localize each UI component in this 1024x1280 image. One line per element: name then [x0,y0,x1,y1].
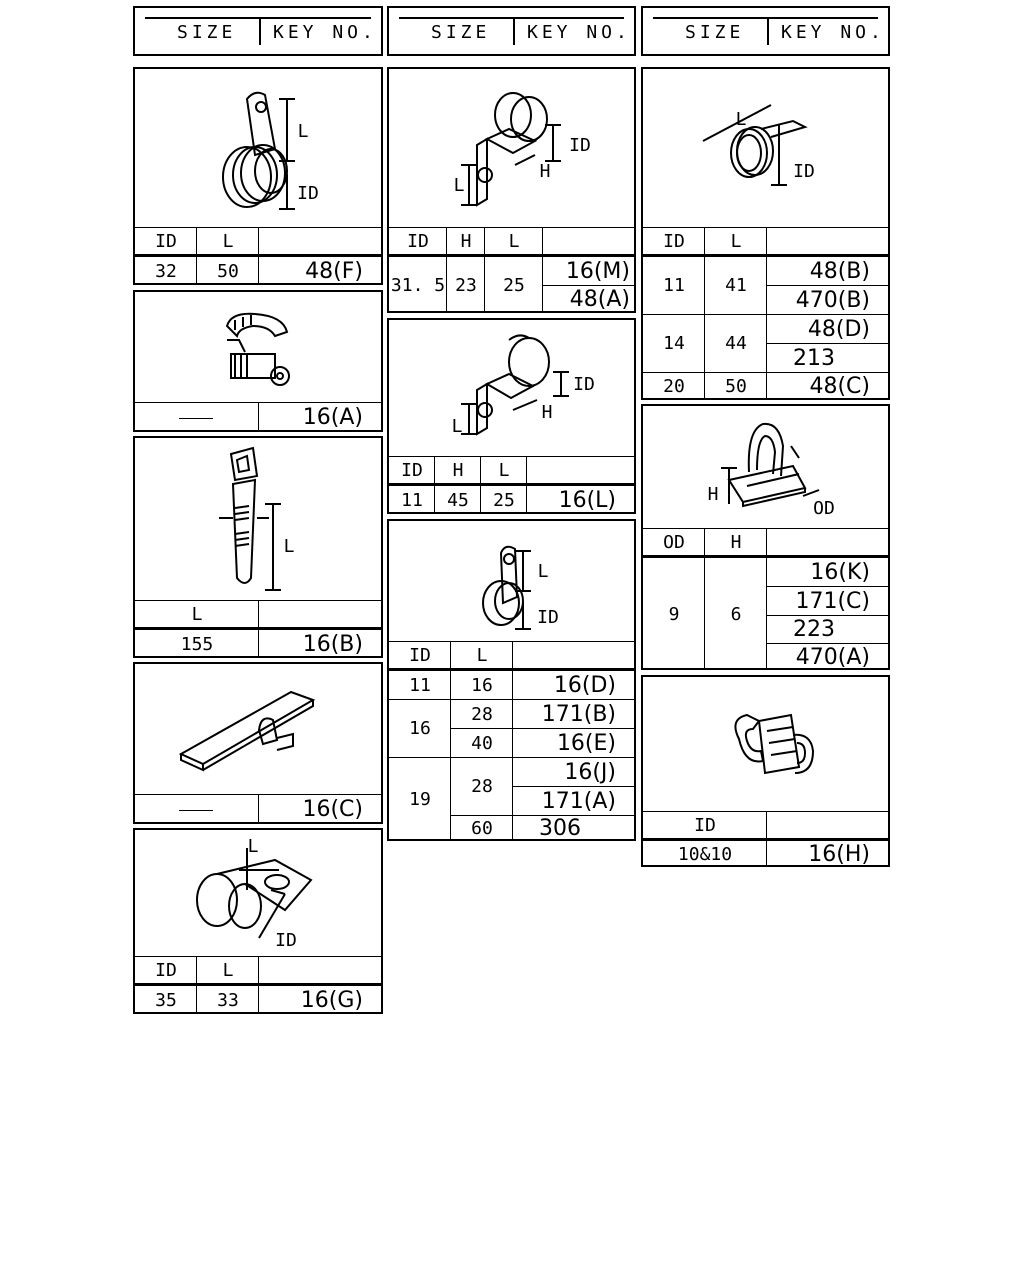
key-number: 48(A) [569,287,630,312]
part-clamp-bracket-double [387,67,636,313]
key-number: 213 [793,345,835,371]
dim-l-label: L [247,835,259,857]
key-number: 48(D) [807,316,870,342]
value-l: 28 [471,703,493,725]
col-header-id: ID [694,814,716,836]
part-clamp-loop [133,67,383,285]
value-id: 11 [401,489,423,511]
value-id: 11 [663,275,685,296]
key-number: 16(C) [302,797,363,822]
dim-l-label: L [297,120,309,142]
value-id: 32 [155,260,177,282]
dim-id-label: ID [297,182,319,204]
col-header-h: H [730,531,742,553]
key-number: 16(G) [300,987,363,1013]
value-id: 35 [155,989,177,1011]
clamp-bracket-double-drawing [389,69,634,227]
key-number: 470(B) [795,287,870,313]
dim-h-label: H [707,483,719,505]
header-col1 [133,6,383,56]
value-od: 9 [668,603,680,625]
clamp-loop-drawing [135,69,381,227]
dim-id-label: ID [573,373,595,395]
key-number: 16(D) [553,672,616,698]
part-edge-clip [641,404,890,670]
dim-id-label: ID [275,929,297,951]
part-cable-tie [133,436,383,658]
value-h: 6 [730,603,742,625]
part-clamp-bracket-single [387,318,636,514]
col-header-l: L [498,459,510,481]
flat-clip-drawing [135,664,381,794]
value-h: 23 [455,274,477,296]
value-l: 41 [725,275,747,296]
dim-l-label: L [537,560,549,582]
value-id: 19 [409,789,431,810]
clamp-eye-drawing [135,830,381,956]
col-header-id: ID [155,959,177,981]
header-size-label: SIZE [177,22,237,43]
header-size-label: SIZE [431,22,491,43]
key-number: 16(M) [565,258,630,284]
snap-clip-drawing [135,292,381,402]
value-id: 14 [663,333,685,354]
key-number: 16(E) [556,730,616,756]
dim-l-label: L [453,174,465,196]
key-number: 470(A) [795,644,870,670]
col-header-l: L [222,959,234,981]
header-size-label: SIZE [685,22,745,43]
p-clamp-drawing [389,521,634,641]
col-header-od: OD [663,531,685,553]
col-header-id: ID [663,230,685,252]
key-number: 16(A) [302,405,363,430]
dim-h-label: H [541,401,553,423]
value-id: 31. 5 [390,274,446,296]
col-header-id: ID [407,230,429,252]
header-col2 [387,6,636,56]
value-h: 45 [447,489,469,511]
key-number: 171(C) [795,588,870,614]
value-id: 16 [409,718,431,739]
dim-od-label: OD [813,497,835,519]
value-l: 25 [493,489,515,511]
value-l: 50 [217,260,239,282]
part-snap-clip [133,290,383,432]
col-header-h: H [460,230,472,252]
col-header-l: L [476,644,488,666]
dim-id-label: ID [537,606,559,628]
part-flat-clip [133,662,383,824]
dim-l-label: L [451,415,463,437]
part-p-clamp [387,519,636,841]
value-l: 33 [217,989,239,1011]
value-l: 40 [471,732,493,754]
key-number: 16(K) [810,559,870,585]
key-number: 223 [793,617,835,642]
value-id: 20 [663,376,685,397]
value-l: 25 [503,274,525,296]
col-header-l: L [222,230,234,252]
header-key-label: KEY NO. [781,22,885,43]
value-l: 50 [725,376,747,397]
col-header-h: H [452,459,464,481]
value-l: 60 [471,818,493,839]
clamp-bracket-single-drawing [389,320,634,456]
dim-h-label: H [539,160,551,182]
dim-l-label: L [283,535,295,557]
key-number: 48(C) [809,374,870,399]
key-number: 171(B) [541,701,616,727]
ring-grommet-drawing [643,69,888,227]
dim-id-label: ID [569,134,591,156]
key-number: 306 [539,816,581,841]
header-col3 [641,6,890,56]
value-l: 44 [725,333,747,354]
key-number: 48(B) [809,258,870,284]
key-number: 16(B) [302,631,363,657]
key-number: 48(F) [305,258,363,284]
edge-clip-drawing [643,406,888,528]
value-l: 16 [471,674,493,696]
header-key-label: KEY NO. [273,22,377,43]
key-number: 16(H) [808,841,870,867]
col-header-l: L [730,230,742,252]
col-header-id: ID [401,459,423,481]
col-header-l: L [191,603,203,625]
col-header-id: ID [409,644,431,666]
value-id: 11 [409,674,431,696]
value-l: 28 [471,776,493,797]
key-number: 16(L) [558,487,616,513]
part-ring-grommet [641,67,890,400]
value-id: 10&10 [677,843,733,865]
col-header-id: ID [155,230,177,252]
part-double-clip [641,675,890,867]
key-number: 16(J) [564,759,616,785]
header-key-label: KEY NO. [527,22,631,43]
col-header-l: L [508,230,520,252]
part-clamp-eye [133,828,383,1014]
double-clip-drawing [643,677,888,811]
dim-l-label: L [735,108,747,130]
dim-id-label: ID [793,160,815,182]
cable-tie-drawing [135,438,381,600]
key-number: 171(A) [541,788,616,814]
value-l: 155 [180,633,214,655]
